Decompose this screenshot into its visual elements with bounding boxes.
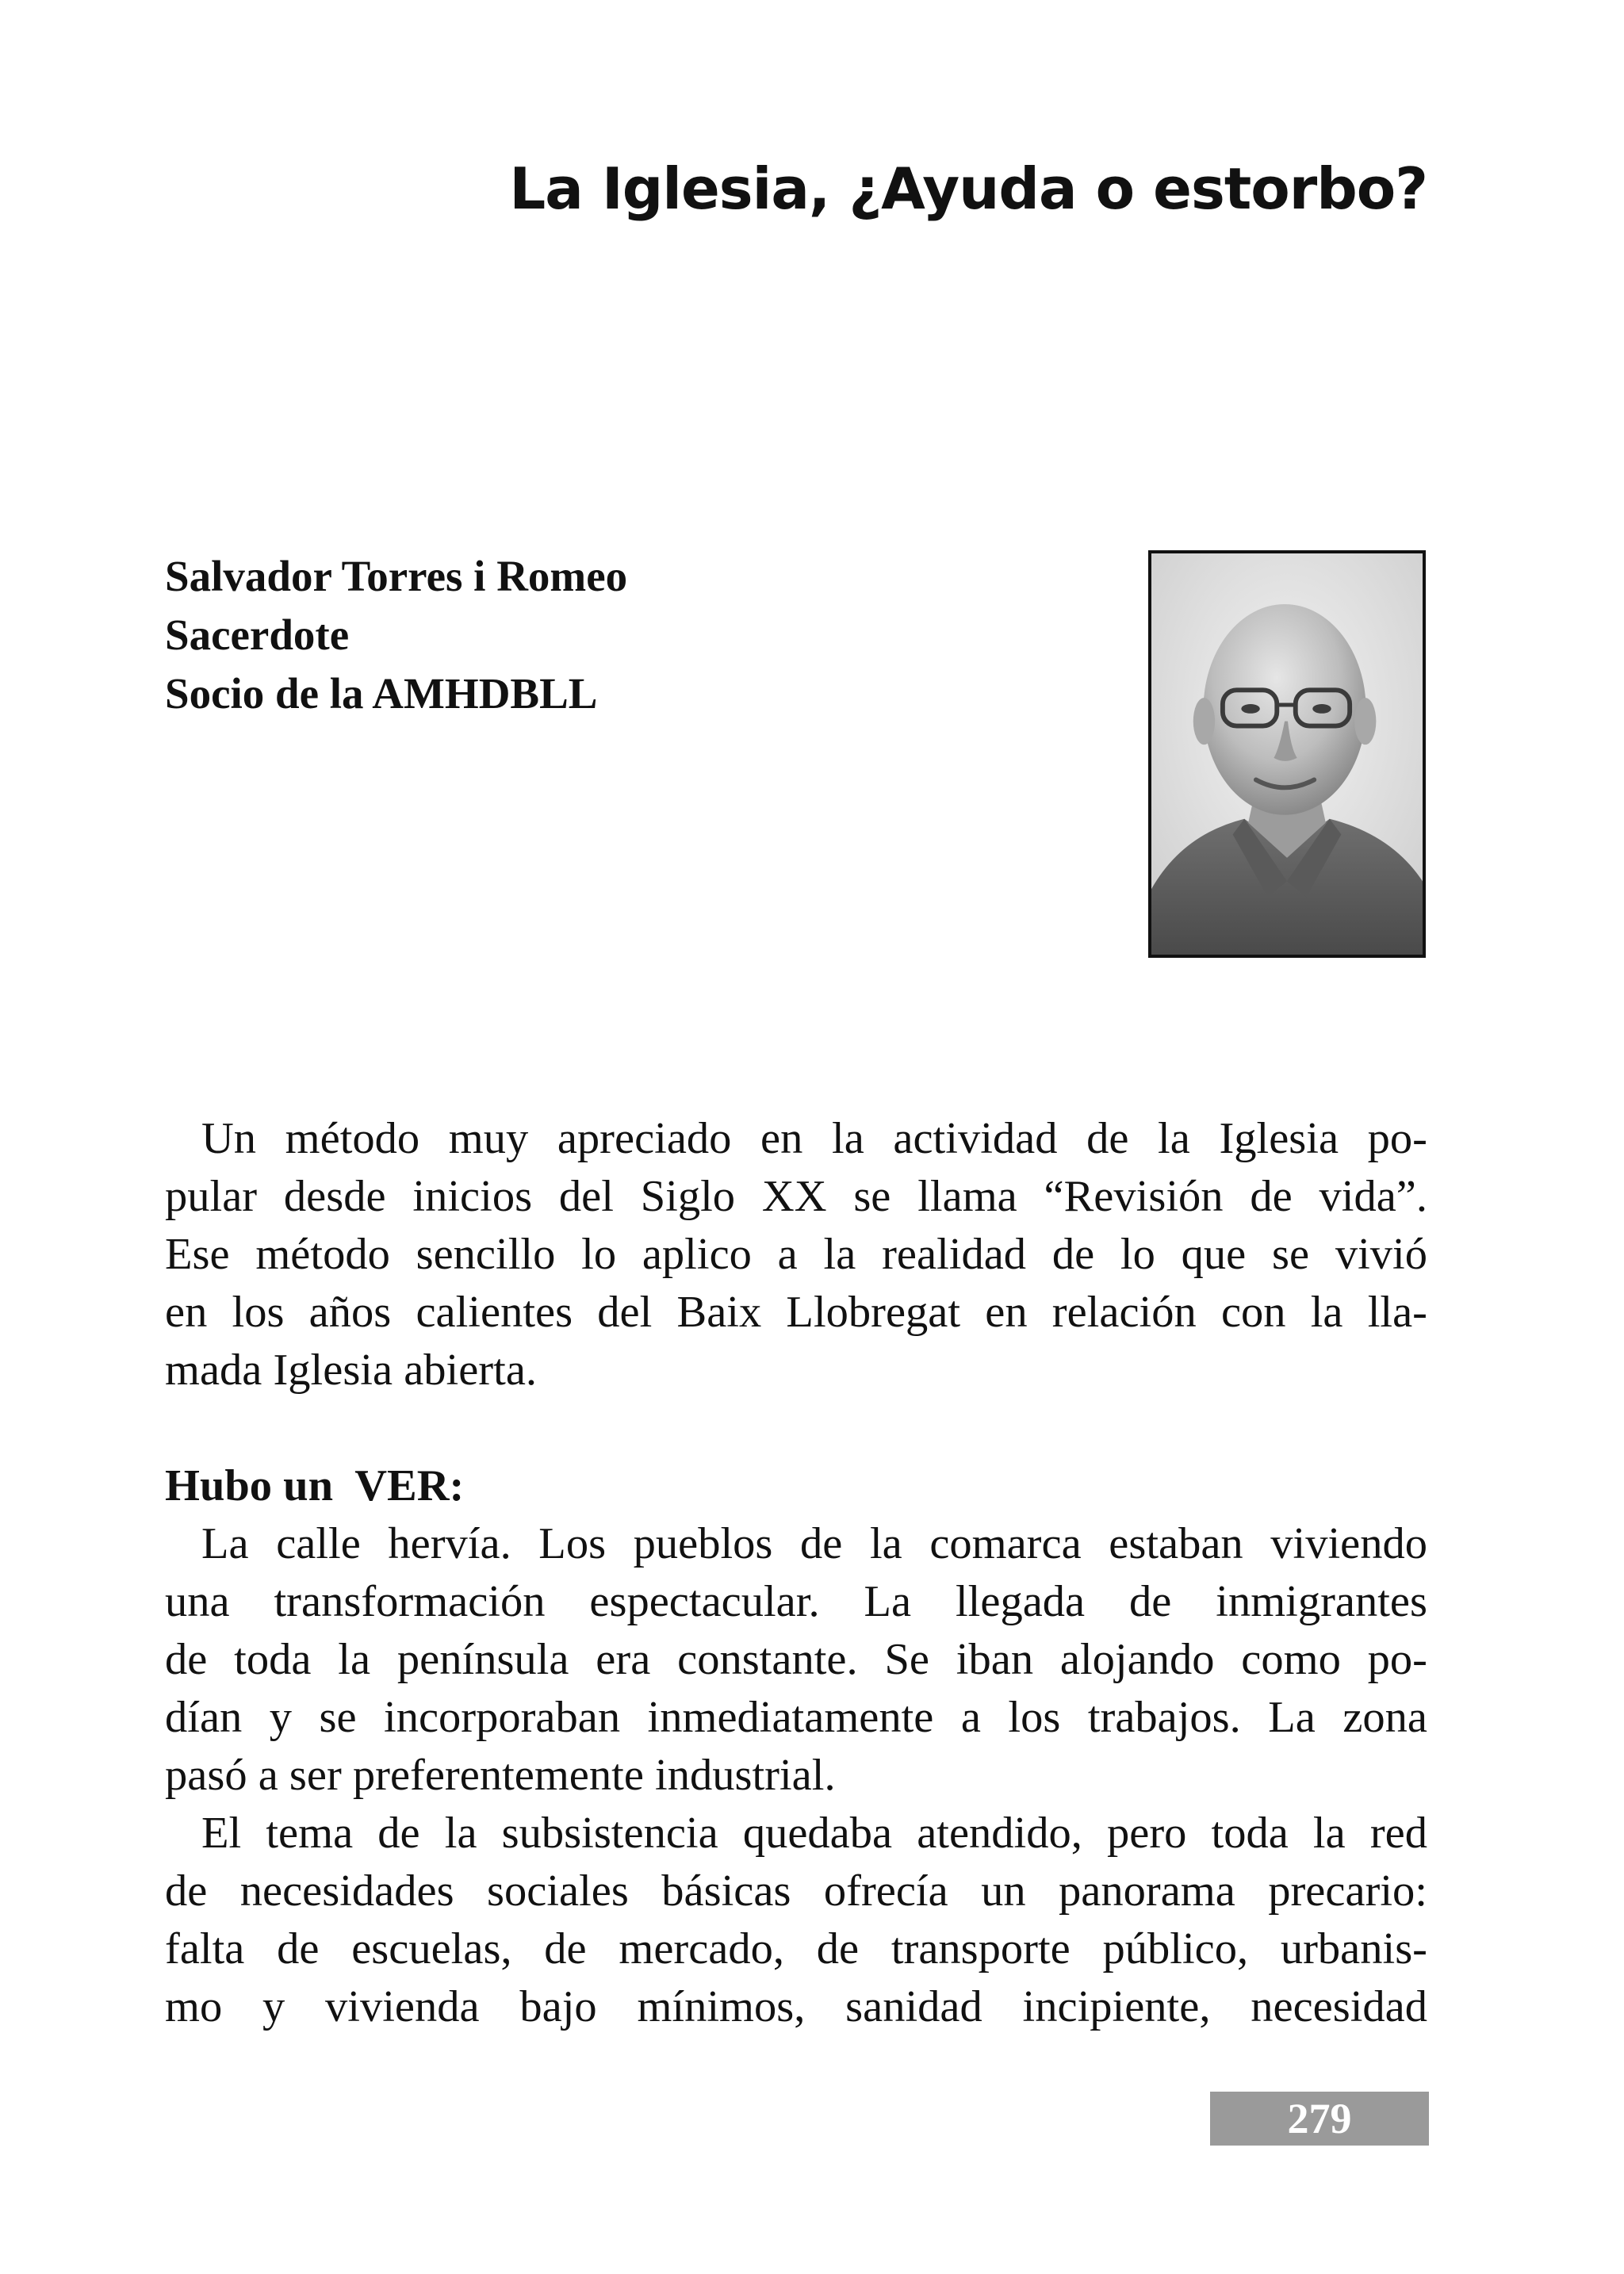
author-name: Salvador Torres i Romeo [165, 552, 628, 600]
article-body [165, 1110, 1427, 2036]
body-line: Un método muy apreciado en la actividad de la Iglesia po- [201, 1114, 1427, 1163]
author-role: Sacerdote [165, 611, 350, 659]
body-line: mo y vivienda bajo mínimos, sanidad incipiente, necesidad [165, 1982, 1427, 2031]
body-line: pasó a ser preferentemente industrial. [165, 1751, 836, 1800]
section-heading: Hubo un VER: [165, 1461, 465, 1510]
body-line: falta de escuelas, de mercado, de transporte público, urbanis- [165, 1924, 1427, 1973]
paragraph-ver [165, 1457, 1427, 1805]
body-line: mada Iglesia abierta. [165, 1346, 538, 1395]
body-line: de toda la península era constante. Se iban alojando como po- [165, 1635, 1427, 1684]
body-line: en los años calientes del Baix Llobregat en relación con la lla- [165, 1288, 1427, 1337]
body-line: de necesidades sociales básicas ofrecía un panorama precario: [165, 1866, 1427, 1916]
author-block [165, 547, 627, 723]
page-number-badge: 279 [1210, 2092, 1429, 2146]
paragraph-intro [165, 1110, 1427, 1399]
body-line: dían y se incorporaban inmediatamente a los trabajos. La zona [165, 1693, 1427, 1742]
paragraph-spacer [165, 1399, 1427, 1457]
body-line: La calle hervía. Los pueblos de la comarca estaban viviendo [201, 1519, 1427, 1568]
body-line: El tema de la subsistencia quedaba atendido, pero toda la red [201, 1809, 1427, 1858]
body-line: una transformación espectacular. La llegada de inmigrantes [165, 1577, 1427, 1626]
author-affiliation: Socio de la AMHDBLL [165, 669, 598, 718]
paragraph-subsistence [165, 1805, 1427, 2036]
portrait-icon [1151, 553, 1423, 955]
author-portrait-photo [1148, 550, 1426, 958]
body-line: pular desde inicios del Siglo XX se llama “Revisión de vida”. [165, 1172, 1427, 1221]
article-title: La Iglesia, ¿Ayuda o estorbo? [509, 155, 1427, 222]
body-line: Ese método sencillo lo aplico a la realidad de lo que se vivió [165, 1230, 1427, 1279]
